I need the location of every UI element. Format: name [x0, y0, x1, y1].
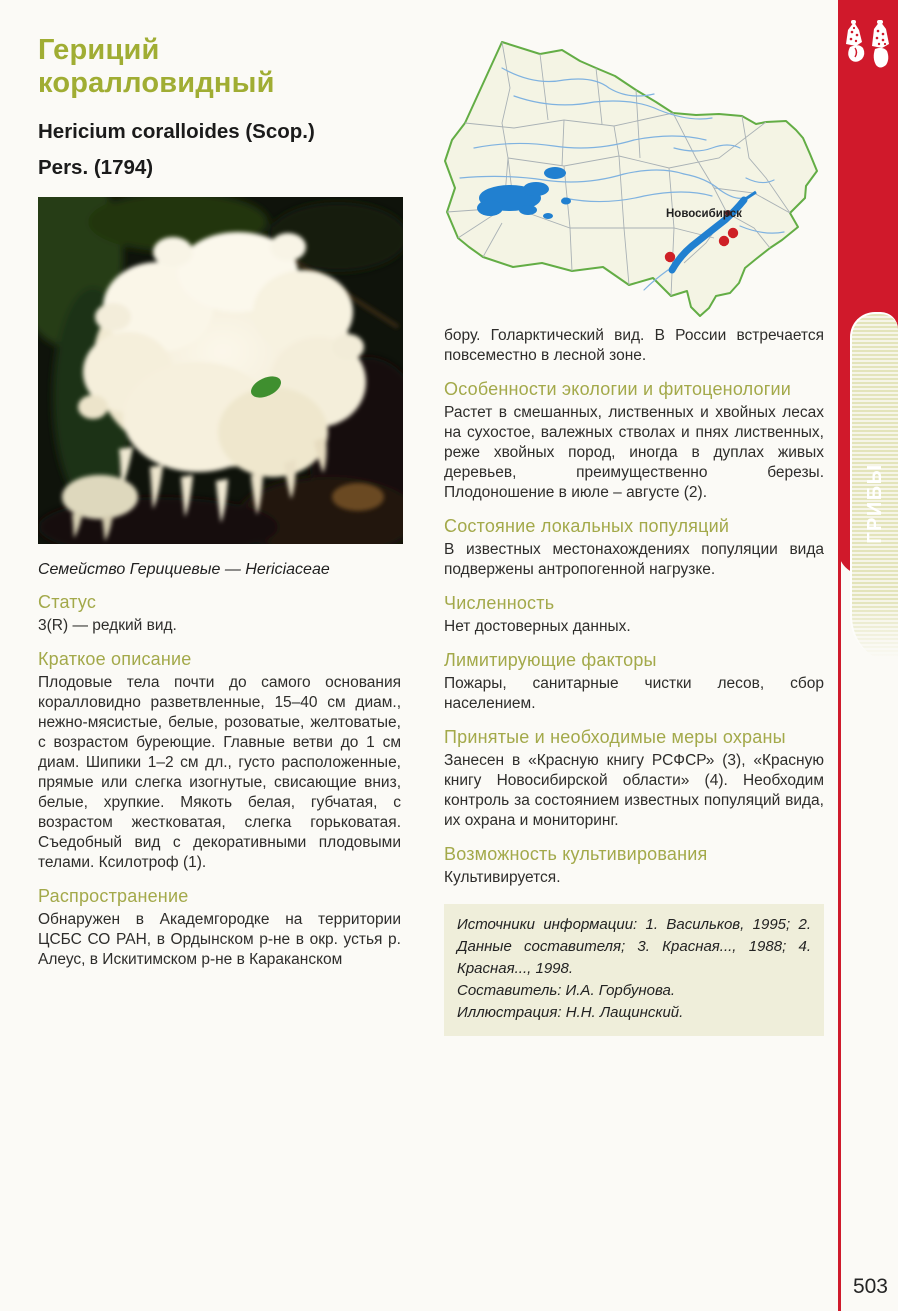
heading-abundance: Численность — [444, 593, 555, 613]
family-caption: Семейство Герициевые — Hericiaceae — [38, 561, 330, 578]
species-title-latin — [38, 114, 401, 186]
heading-ecology: Особенности экологии и фитоценологии — [444, 379, 792, 399]
heading-protection: Принятые и необходимые меры охраны — [444, 727, 786, 747]
heading-local-populations: Состояние локальных популяций — [444, 516, 730, 536]
latin-line-2: Pers. (1794) — [38, 156, 154, 179]
distribution-continued: бору. Голарктический вид. В России встречается повсеместно в лесной зоне. — [444, 327, 824, 364]
species-photo — [38, 197, 403, 544]
status-text: 3(R) — редкий вид. — [38, 617, 177, 634]
abundance-text: Нет достоверных данных. — [444, 618, 631, 635]
protection-text: Занесен в «Красную книгу РСФСР» (3), «Красную книгу Новосибирской области» (4). Необходим контроль за состоянием известных популяций вида, их охрана и мониторинг. — [444, 752, 824, 829]
latin-line-1: Hericium coralloides (Scop.) — [38, 120, 315, 143]
mushrooms-icon — [842, 20, 894, 82]
ecology-text: Растет в смешанных, лиственных и хвойных лесах на сухостое, валежных стволах и пнях лиственных, реже хвойных пород, иногда в дуплах живых деревьев, преимущественно березы. Плодоношение в июле – августе (2). — [444, 404, 824, 501]
section-tab-fade — [850, 600, 898, 670]
page-number: 503 — [852, 1275, 888, 1298]
record-dot — [719, 236, 729, 246]
range-map — [444, 28, 824, 320]
heading-limiting-factors: Лимитирующие факторы — [444, 650, 657, 670]
heading-status: Статус — [38, 592, 97, 612]
right-column — [444, 28, 824, 1036]
sources-info: Источники информации: 1. Васильков, 1995; 2. Данные составителя; 3. Красная..., 1988; 4. Красная..., 1998. — [457, 916, 811, 977]
description-text: Плодовые тела почти до самого основания коралловидно разветвленные, 15–40 см диам., нежно-мясистые, белые, розоватые, желтоватые, с возрастом буреющие. Главные ветви до 1 см диам. Шипики 1–2 см дл., густо расположенные, прямые или слегка изогнутые, свисающие вниз, белые, хрупкие. Мякоть белая, губчатая, с возрастом жестковатая, слегка горьковатая. Съедобный вид с декоративными плодовыми телами. Ксилотроф (1). — [38, 674, 401, 871]
section-tab-label-wrap — [860, 458, 890, 548]
mushroom-icon-right — [872, 20, 889, 68]
heading-description: Краткое описание — [38, 649, 192, 669]
local-populations-text: В известных местонахождениях популяции вида подвержены антропогенной нагрузке. — [444, 541, 824, 578]
sources-block — [444, 904, 824, 1036]
limiting-factors-text: Пожары, санитарные чистки лесов, сбор населением. — [444, 675, 824, 712]
sources-illustration: Иллюстрация: Н.Н. Лащинский. — [457, 1004, 684, 1021]
left-column — [38, 34, 401, 970]
fallen-leaf — [332, 483, 384, 511]
section-tab-label: ГРИБЫ — [863, 462, 886, 544]
city-label: Новосибирск — [666, 208, 742, 220]
distribution-text: Обнаружен в Академгородке на территории ЦСБС СО РАН, в Ордынском р-не в окр. устья р. Алеус, в Искитимском р-не в Караканском — [38, 911, 401, 968]
sources-compiler: Составитель: И.А. Горбунова. — [457, 982, 675, 999]
heading-cultivation: Возможность культивирования — [444, 844, 708, 864]
record-dot — [665, 252, 675, 262]
species-title-ru: Гериций коралловидный — [38, 34, 275, 99]
oblast-outline — [445, 42, 817, 316]
record-dot — [728, 228, 738, 238]
heading-distribution: Распространение — [38, 886, 189, 906]
cultivation-text: Культивируется. — [444, 869, 561, 886]
